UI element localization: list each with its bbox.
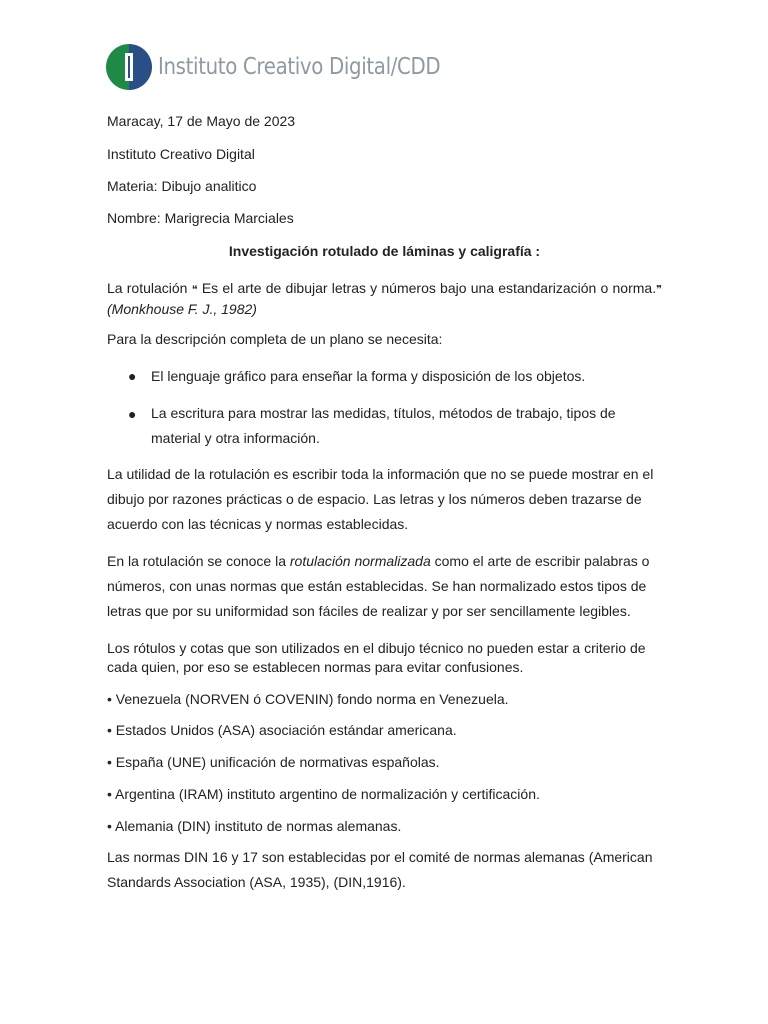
institute-logo-icon (106, 44, 152, 90)
standard-item: • Estados Unidos (ASA) asociación estándar americana. (107, 722, 457, 738)
institution-line: Instituto Creativo Digital (107, 146, 255, 162)
labels-paragraph: Los rótulos y cotas que son utilizados en el dibujo técnico no pueden estar a criterio de cada quien, por eso se establecen normas para evitar confusiones. (107, 640, 646, 675)
normalized-paragraph (107, 549, 662, 624)
din-paragraph: Las normas DIN 16 y 17 son establecidas por el comité de normas alemanas (American Standards Association (ASA, 1935), (DIN,1916). (107, 849, 653, 890)
date-line: Maracay, 17 de Mayo de 2023 (107, 113, 296, 129)
subject-line: Materia: Dibujo analitico (107, 178, 257, 194)
intro-paragraph (107, 279, 662, 319)
list-item: La escritura para mostrar las medidas, títulos, métodos de trabajo, tipos de material y otra información. (151, 405, 616, 446)
quote-open-icon: ❝ (191, 284, 198, 296)
intro-body: Es el arte de dibujar letras y números bajo una estandarización o norma. (201, 280, 657, 296)
intro-citation: (Monkhouse F. J., 1982) (107, 301, 257, 317)
list-item: El lenguaje gráfico para enseñar la forma y disposición de los objetos. (151, 368, 586, 384)
standard-item: • Venezuela (NORVEN ó COVENIN) fondo norma en Venezuela. (107, 691, 509, 707)
normalized-before: En la rotulación se conoce la (107, 553, 290, 569)
standard-item: • España (UNE) unificación de normativas españolas. (107, 754, 440, 770)
author-line: Nombre: Marigrecia Marciales (107, 210, 294, 226)
bullet-icon: ● (128, 368, 137, 384)
logo-text: Instituto Creativo Digital/CDD (158, 54, 441, 80)
standard-item: • Argentina (IRAM) instituto argentino de normalización y certificación. (107, 786, 540, 802)
utility-paragraph: La utilidad de la rotulación es escribir toda la información que no se puede mostrar en el dibujo por razones prácticas o de espacio. Las letras y los números deben trazarse de acuerdo con las técnicas y normas establecidas. (107, 466, 654, 532)
quote-close-icon: ❞ (656, 284, 663, 296)
document-title: Investigación rotulado de láminas y caligrafía : (228, 243, 541, 259)
normalized-emphasis: rotulación normalizada (289, 553, 431, 569)
standard-item: • Alemania (DIN) instituto de normas alemanas. (107, 818, 402, 834)
normalized-after: como el arte de escribir palabras o números, con unas normas que están establecidas. Se han normalizado estos tipos de letras que por su uniformidad son fáciles de realizar y por ser sencillamente legibles. (107, 553, 650, 619)
institute-logo (106, 44, 486, 90)
intro-lead: La rotulación (107, 280, 188, 296)
needs-intro: Para la descripción completa de un plano se necesita: (107, 331, 443, 347)
bullet-icon: ● (128, 406, 137, 422)
